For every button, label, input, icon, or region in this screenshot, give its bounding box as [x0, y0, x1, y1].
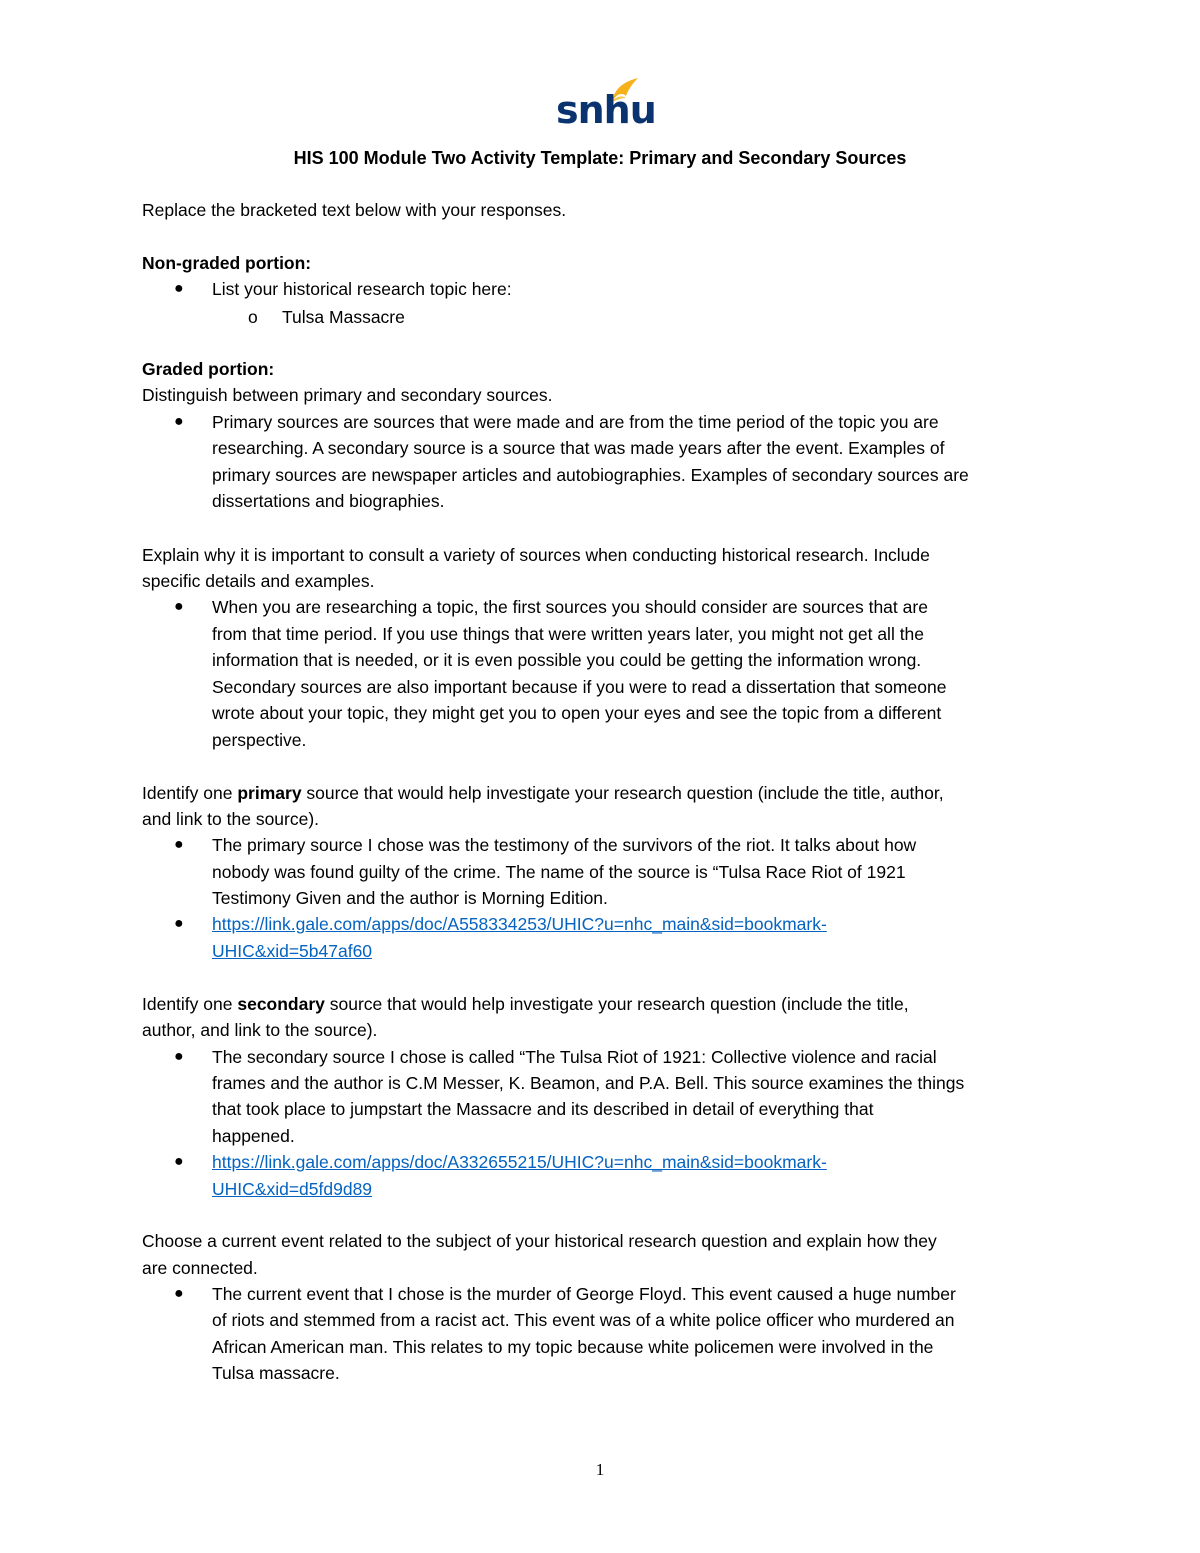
answer-line: information that is needed, or it is even possible you could be getting the information wrong. — [212, 650, 922, 670]
answer-line: that took place to jumpstart the Massacre and its described in detail of everything that — [212, 1099, 874, 1119]
prompt-primary: and link to the source). — [142, 809, 320, 829]
bullet-icon: ● — [174, 1153, 184, 1170]
prompt-secondary: Identify one secondary source that would help investigate your research question (include the title, — [142, 994, 909, 1014]
answer-line: Tulsa massacre. — [212, 1363, 340, 1383]
answer-line: nobody was found guilty of the crime. The name of the source is “Tulsa Race Riot of 1921 — [212, 862, 906, 882]
research-topic: Tulsa Massacre — [282, 307, 405, 327]
graded-heading: Graded portion: — [142, 359, 275, 379]
non-graded-heading: Non-graded portion: — [142, 253, 312, 273]
answer-line: dissertations and biographies. — [212, 491, 445, 511]
answer-line: The current event that I chose is the murder of George Floyd. This event caused a huge number — [212, 1284, 956, 1304]
answer-line: Testimony Given and the author is Morning Edition. — [212, 888, 608, 908]
list-item: List your historical research topic here: — [212, 279, 512, 299]
answer-line: perspective. — [212, 730, 307, 750]
prompt-current-event: are connected. — [142, 1258, 258, 1278]
bullet-icon: ● — [174, 280, 184, 297]
primary-source-link[interactable]: UHIC&xid=5b47af60 — [212, 941, 373, 961]
prompt-variety: Explain why it is important to consult a variety of sources when conducting historical research. Include — [142, 545, 930, 565]
bullet-icon: ● — [174, 915, 184, 932]
prompt-distinguish: Distinguish between primary and secondary sources. — [142, 385, 553, 405]
answer-line: frames and the author is C.M Messer, K. Beamon, and P.A. Bell. This source examines the things — [212, 1073, 965, 1093]
bullet-icon: ● — [174, 1048, 184, 1065]
bullet-icon: ● — [174, 413, 184, 430]
secondary-source-link[interactable]: https://link.gale.com/apps/doc/A332655215/UHIC?u=nhc_main&sid=bookmark- — [212, 1152, 827, 1172]
answer-line: from that time period. If you use things that were written years later, you might not get all the — [212, 624, 925, 644]
page-number: 1 — [595, 1460, 605, 1479]
prompt-current-event: Choose a current event related to the subject of your historical research question and explain how they — [142, 1231, 937, 1251]
answer-line: The secondary source I chose is called “The Tulsa Riot of 1921: Collective violence and racial — [212, 1047, 937, 1067]
answer-line: Secondary sources are also important because if you were to read a dissertation that someone — [212, 677, 947, 697]
prompt-variety: specific details and examples. — [142, 571, 375, 591]
answer-line: When you are researching a topic, the first sources you should consider are sources that are — [212, 597, 928, 617]
prompt-secondary: author, and link to the source). — [142, 1020, 378, 1040]
primary-source-link[interactable]: https://link.gale.com/apps/doc/A558334253/UHIC?u=nhc_main&sid=bookmark- — [212, 914, 827, 934]
bullet-icon: ● — [174, 1285, 184, 1302]
instructions: Replace the bracketed text below with your responses. — [142, 200, 567, 220]
snhu-logo — [556, 72, 656, 132]
answer-line: African American man. This relates to my topic because white policemen were involved in the — [212, 1337, 934, 1357]
answer-line: happened. — [212, 1126, 295, 1146]
answer-line: The primary source I chose was the testimony of the survivors of the riot. It talks about how — [212, 835, 917, 855]
bullet-icon: ● — [174, 836, 184, 853]
answer-line: Primary sources are sources that were made and are from the time period of the topic you are — [212, 412, 939, 432]
answer-line: primary sources are newspaper articles and autobiographies. Examples of secondary sources are — [212, 465, 969, 485]
answer-line: wrote about your topic, they might get you to open your eyes and see the topic from a different — [212, 703, 942, 723]
secondary-source-link[interactable]: UHIC&xid=d5fd9d89 — [212, 1179, 373, 1199]
answer-line: researching. A secondary source is a source that was made years after the event. Examples of — [212, 438, 945, 458]
page-title: HIS 100 Module Two Activity Template: Primary and Secondary Sources — [293, 148, 907, 168]
bullet-icon: ● — [174, 598, 184, 615]
answer-line: of riots and stemmed from a racist act. This event was of a white police officer who murdered an — [212, 1310, 955, 1330]
circle-bullet-icon: o — [248, 307, 258, 327]
prompt-primary: Identify one primary source that would help investigate your research question (include the title, author, — [142, 783, 944, 803]
logo-text: snhu — [556, 88, 656, 132]
